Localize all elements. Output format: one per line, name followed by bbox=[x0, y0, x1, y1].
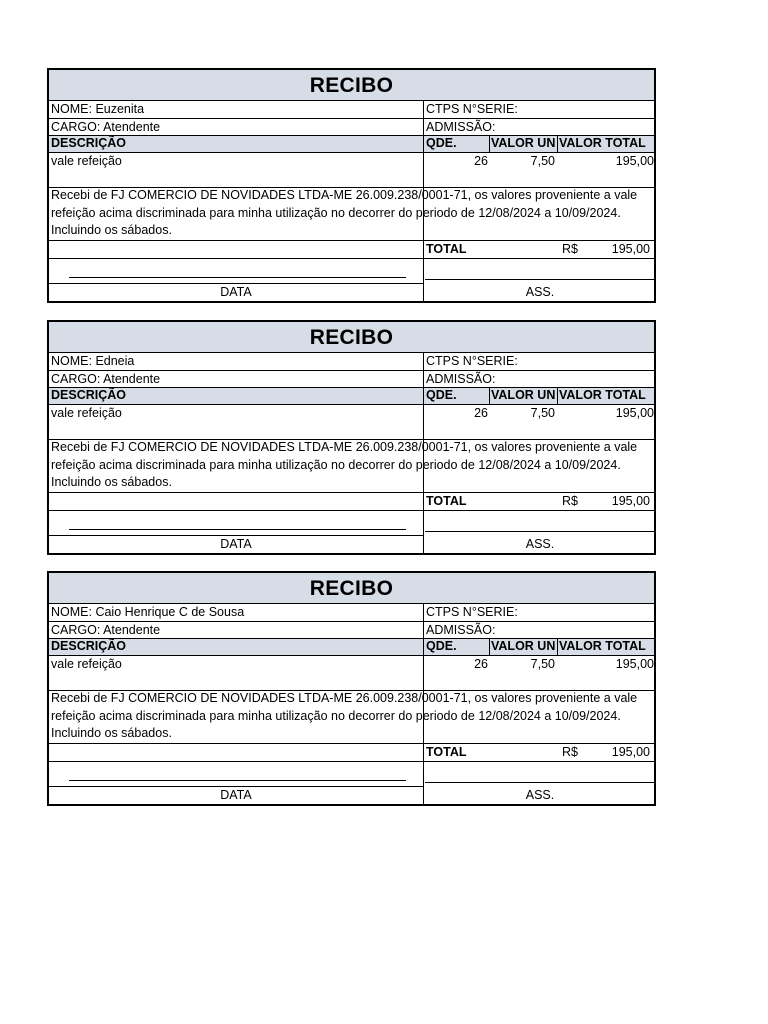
column-divider bbox=[489, 388, 490, 405]
admissao-field: ADMISSÃO: bbox=[426, 623, 496, 637]
total-label: TOTAL bbox=[426, 745, 467, 759]
ass-signature-line bbox=[425, 782, 656, 783]
header-valor-total: VALOR TOTAL bbox=[559, 639, 646, 653]
receipt bbox=[47, 571, 656, 806]
ass-signature-line bbox=[425, 279, 656, 280]
header-descricao: DESCRIÇÃO bbox=[51, 388, 127, 402]
currency-symbol: R$ bbox=[562, 242, 578, 256]
receipt-title: RECIBO bbox=[49, 322, 654, 353]
divider bbox=[49, 510, 654, 511]
date-signature-line bbox=[69, 529, 406, 530]
name-field: NOME: Caio Henrique C de Sousa bbox=[51, 605, 245, 619]
item-description: vale refeição bbox=[51, 154, 122, 168]
header-valor-un: VALOR UN bbox=[491, 136, 556, 150]
signature-label: ASS. bbox=[525, 537, 555, 551]
column-divider bbox=[423, 353, 424, 553]
cargo-field: CARGO: Atendente bbox=[51, 372, 161, 386]
item-description: vale refeição bbox=[51, 406, 122, 420]
cargo-field: CARGO: Atendente bbox=[51, 120, 161, 134]
item-total-value: 195,00 bbox=[615, 154, 654, 168]
column-divider bbox=[423, 101, 424, 301]
name-field: NOME: Euzenita bbox=[51, 102, 145, 116]
name-field: NOME: Edneia bbox=[51, 354, 135, 368]
date-label: DATA bbox=[220, 537, 252, 551]
total-label: TOTAL bbox=[426, 242, 467, 256]
currency-symbol: R$ bbox=[562, 494, 578, 508]
divider bbox=[49, 258, 654, 259]
total-value: 195,00 bbox=[611, 745, 650, 759]
item-total-value: 195,00 bbox=[615, 657, 654, 671]
ctps-field: CTPS N°SERIE: bbox=[426, 605, 518, 619]
item-quantity: 26 bbox=[474, 406, 488, 420]
receipt-title: RECIBO bbox=[49, 573, 654, 604]
date-label: DATA bbox=[220, 788, 252, 802]
total-value: 195,00 bbox=[611, 242, 650, 256]
item-total-value: 195,00 bbox=[615, 406, 654, 420]
total-value: 195,00 bbox=[611, 494, 650, 508]
item-description: vale refeição bbox=[51, 657, 122, 671]
item-unit-value: 7,50 bbox=[530, 406, 555, 420]
header-valor-un: VALOR UN bbox=[491, 639, 556, 653]
header-qde: QDE. bbox=[426, 136, 457, 150]
total-label: TOTAL bbox=[426, 494, 467, 508]
receipt-statement: Recebi de FJ COMERCIO DE NOVIDADES LTDA-ME 26.009.238/0001-71, os valores proveniente a vale refeição acima discriminada para minha utilização no decorrer do periodo de 12/08/2024 a 10/09/2024. Incluindo os sábados. bbox=[51, 440, 638, 489]
receipt-statement: Recebi de FJ COMERCIO DE NOVIDADES LTDA-ME 26.009.238/0001-71, os valores proveniente a vale refeição acima discriminada para minha utilização no decorrer do periodo de 12/08/2024 a 10/09/2024. Incluindo os sábados. bbox=[51, 188, 638, 237]
header-valor-un: VALOR UN bbox=[491, 388, 556, 402]
header-descricao: DESCRIÇÃO bbox=[51, 639, 127, 653]
header-qde: QDE. bbox=[426, 388, 457, 402]
item-unit-value: 7,50 bbox=[530, 154, 555, 168]
item-quantity: 26 bbox=[474, 657, 488, 671]
header-valor-total: VALOR TOTAL bbox=[559, 388, 646, 402]
receipt-statement: Recebi de FJ COMERCIO DE NOVIDADES LTDA-ME 26.009.238/0001-71, os valores proveniente a vale refeição acima discriminada para minha utilização no decorrer do periodo de 12/08/2024 a 10/09/2024. Incluindo os sábados. bbox=[51, 691, 638, 740]
item-unit-value: 7,50 bbox=[530, 657, 555, 671]
header-descricao: DESCRIÇÃO bbox=[51, 136, 127, 150]
admissao-field: ADMISSÃO: bbox=[426, 372, 496, 386]
item-quantity: 26 bbox=[474, 154, 488, 168]
cargo-field: CARGO: Atendente bbox=[51, 623, 161, 637]
currency-symbol: R$ bbox=[562, 745, 578, 759]
date-label: DATA bbox=[220, 285, 252, 299]
date-signature-line bbox=[69, 277, 406, 278]
ctps-field: CTPS N°SERIE: bbox=[426, 102, 518, 116]
signature-label: ASS. bbox=[525, 285, 555, 299]
header-valor-total: VALOR TOTAL bbox=[559, 136, 646, 150]
column-divider bbox=[557, 388, 558, 405]
ctps-field: CTPS N°SERIE: bbox=[426, 354, 518, 368]
ass-signature-line bbox=[425, 531, 656, 532]
divider bbox=[49, 761, 654, 762]
signature-label: ASS. bbox=[525, 788, 555, 802]
column-divider bbox=[557, 639, 558, 656]
admissao-field: ADMISSÃO: bbox=[426, 120, 496, 134]
column-divider bbox=[489, 136, 490, 153]
column-divider bbox=[557, 136, 558, 153]
column-divider bbox=[489, 639, 490, 656]
receipt bbox=[47, 320, 656, 555]
receipt-title: RECIBO bbox=[49, 70, 654, 101]
receipt bbox=[47, 68, 656, 303]
header-qde: QDE. bbox=[426, 639, 457, 653]
column-divider bbox=[423, 604, 424, 804]
date-signature-line bbox=[69, 780, 406, 781]
